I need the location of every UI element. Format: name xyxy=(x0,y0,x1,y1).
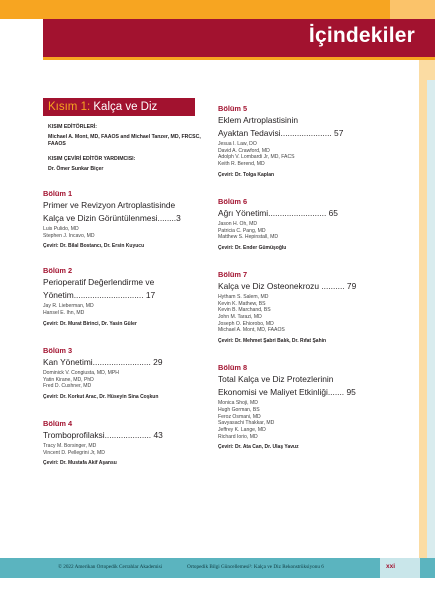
chapter-authors xyxy=(43,370,203,390)
author: Jay R. Lieberman, MD xyxy=(43,303,94,310)
author: Luis Pulido, MD xyxy=(43,226,79,232)
author: Kevin B. Marchand, BS xyxy=(218,307,271,314)
right-decor-band xyxy=(419,60,435,560)
chapter-authors xyxy=(218,400,388,440)
author: Richard Iorio, MD xyxy=(218,433,258,440)
footer-bar xyxy=(0,558,435,578)
right-chapter-list xyxy=(218,104,388,451)
author: Joseph O. Ehiorobo, MD xyxy=(218,320,274,327)
chapter-entry[interactable] xyxy=(43,266,203,327)
editors-label: KISIM EDİTÖRLERİ: xyxy=(48,124,97,130)
chapter-title-line[interactable]: Ayaktan Tedavisi...................... 57 xyxy=(218,128,344,138)
author: Hansel E. Ihn, MD xyxy=(43,310,85,317)
title-underline xyxy=(43,57,435,60)
chapter-translators: Çeviri: Dr. Mehmet Şabri Balık, Dr. Rıfat Şahin xyxy=(218,338,327,345)
chapter-translators: Çeviri: Dr. Ata Can, Dr. Ulaş Yavuz xyxy=(218,444,299,451)
chapter-entry[interactable] xyxy=(43,419,203,467)
chapter-title-line[interactable]: Ağrı Yönetimi......................... 65 xyxy=(218,207,338,218)
author: Fred D. Cushner, MD xyxy=(43,383,92,390)
chapter-label: Bölüm 1 xyxy=(43,189,73,198)
top-decor-bar xyxy=(0,0,435,19)
top-decor-light xyxy=(390,0,435,19)
chapter-title-line[interactable]: Ekonomisi ve Maliyet Etkinliği....... 95 xyxy=(218,387,356,398)
author: Michael A. Mont, MD, FAAOS xyxy=(218,327,285,334)
right-column xyxy=(218,104,388,451)
chapter-title-line[interactable]: Tromboprofilaksi.................... 43 xyxy=(43,429,163,440)
page-number: xxi xyxy=(386,563,396,570)
chapter-title-line[interactable]: Eklem Artroplastisinin xyxy=(218,115,299,125)
chapter-authors xyxy=(43,303,203,316)
author: Jeffrey K. Lange, MD xyxy=(218,426,266,433)
author: John M. Tarazi, MD xyxy=(218,314,262,321)
author: David A. Crawford, MD xyxy=(218,147,270,154)
asst-text: Dr. Ömer Sunkar Biçer xyxy=(48,166,104,172)
chapter-title-line[interactable]: Perioperatif Değerlendirme ve xyxy=(43,277,155,288)
chapter-title-line[interactable]: Kalça ve Diz Osteonekrozu .......... 79 xyxy=(218,280,357,291)
chapter-translators: Çeviri: Dr. Tolga Kaplan xyxy=(218,171,275,178)
author: Patricia C. Pang, MD xyxy=(218,227,266,234)
author: Kevin K. Mathew, BS xyxy=(218,300,266,307)
chapter-label: Bölüm 2 xyxy=(43,266,73,276)
chapter-title-line[interactable]: Primer ve Revizyon Artroplastisinde xyxy=(43,200,176,210)
part-editors xyxy=(43,124,203,173)
chapter-translators: Çeviri: Dr. Mustafa Akif Aşansu xyxy=(43,460,117,467)
author: Hugh Gorman, BS xyxy=(218,406,260,413)
chapter-title-line[interactable]: Total Kalça ve Diz Protezlerinin xyxy=(218,374,334,385)
author: Stephen J. Incavo, MD xyxy=(43,232,95,239)
author: Jesua I. Law, DO xyxy=(218,141,257,147)
author: Adolph V. Lombardi Jr, MD, FACS xyxy=(218,154,295,161)
chapter-entry[interactable] xyxy=(218,363,388,451)
chapter-entry[interactable] xyxy=(218,104,388,179)
chapter-entry[interactable] xyxy=(43,346,203,401)
chapter-authors xyxy=(218,141,388,168)
author: Yatin Kirane, MD, PhD xyxy=(43,376,94,383)
editors-text: Michael A. Mont, MD, FAAOS and Michael Tanzer, MD, FRCSC, FAAOS xyxy=(48,134,201,147)
chapter-translators: Çeviri: Dr. Bilal Bostancı, Dr. Ersin Kuyucu xyxy=(43,243,145,250)
part-number: Kısım 1: xyxy=(48,101,91,113)
author: Tracy M. Borsinger, MD xyxy=(43,442,97,449)
left-chapter-list xyxy=(43,189,203,467)
chapter-entry[interactable] xyxy=(43,189,203,250)
chapter-title-line[interactable]: Kan Yönetimi......................... 29 xyxy=(43,356,163,367)
page-title: İçindekiler xyxy=(308,24,415,47)
chapter-authors xyxy=(43,443,203,456)
footer-copyright: © 2022 Amerikan Ortopedik Cerrahlar Akademisi xyxy=(58,564,163,570)
chapter-entry[interactable] xyxy=(218,270,388,345)
chapter-translators: Çeviri: Dr. Murat Birinci, Dr. Yasin Güler xyxy=(43,320,137,327)
chapter-authors xyxy=(218,294,388,334)
author: Feroz Osmani, MD xyxy=(218,413,261,420)
part-header xyxy=(43,98,195,116)
chapter-label: Bölüm 4 xyxy=(43,418,73,428)
chapter-label: Bölüm 3 xyxy=(43,345,73,355)
chapter-authors xyxy=(43,226,203,239)
author: Hytham S. Salem, MD xyxy=(218,293,269,300)
chapter-label: Bölüm 6 xyxy=(218,196,248,206)
right-decor-teal xyxy=(427,80,435,560)
chapter-title-line[interactable]: Yönetim.............................. 17 xyxy=(43,290,156,301)
chapter-authors xyxy=(218,221,388,241)
chapter-label: Bölüm 8 xyxy=(218,363,248,373)
author: Monica Shoji, MD xyxy=(218,400,258,407)
part-name: Kalça ve Diz xyxy=(90,101,158,113)
footer-book-title: Ortopedik Bilgi Güncellemesi²: Kalça ve Diz Rekonstrüksiyonu 6 xyxy=(187,564,324,570)
chapter-translators: Çeviri: Dr. Korkut Arac, Dr. Hüseyin Sina Coşkun xyxy=(43,393,159,400)
chapter-title-line[interactable]: Kalça ve Dizin Görüntülenmesi........3 xyxy=(43,213,181,223)
author: Savyasachi Thakkar, MD xyxy=(218,420,275,427)
chapter-translators: Çeviri: Dr. Ender Gümüşoğlu xyxy=(218,244,287,251)
author: Keith R. Berend, MD xyxy=(218,161,265,168)
chapter-label: Bölüm 5 xyxy=(218,104,248,113)
author: Dominick V. Congiusta, MD, MPH xyxy=(43,369,119,376)
left-column xyxy=(43,98,203,467)
author: Jason H. Oh, MD xyxy=(218,220,258,227)
author: Vincent D. Pellegrini Jr, MD xyxy=(43,449,105,456)
chapter-entry[interactable] xyxy=(218,197,388,252)
chapter-label: Bölüm 7 xyxy=(218,269,248,279)
asst-label: KISIM ÇEVİRİ EDİTÖR YARDIMCISI: xyxy=(48,156,136,162)
bottom-margin xyxy=(0,578,435,600)
author: Matthew S. Hepinstall, MD xyxy=(218,234,279,241)
title-banner xyxy=(43,19,435,57)
